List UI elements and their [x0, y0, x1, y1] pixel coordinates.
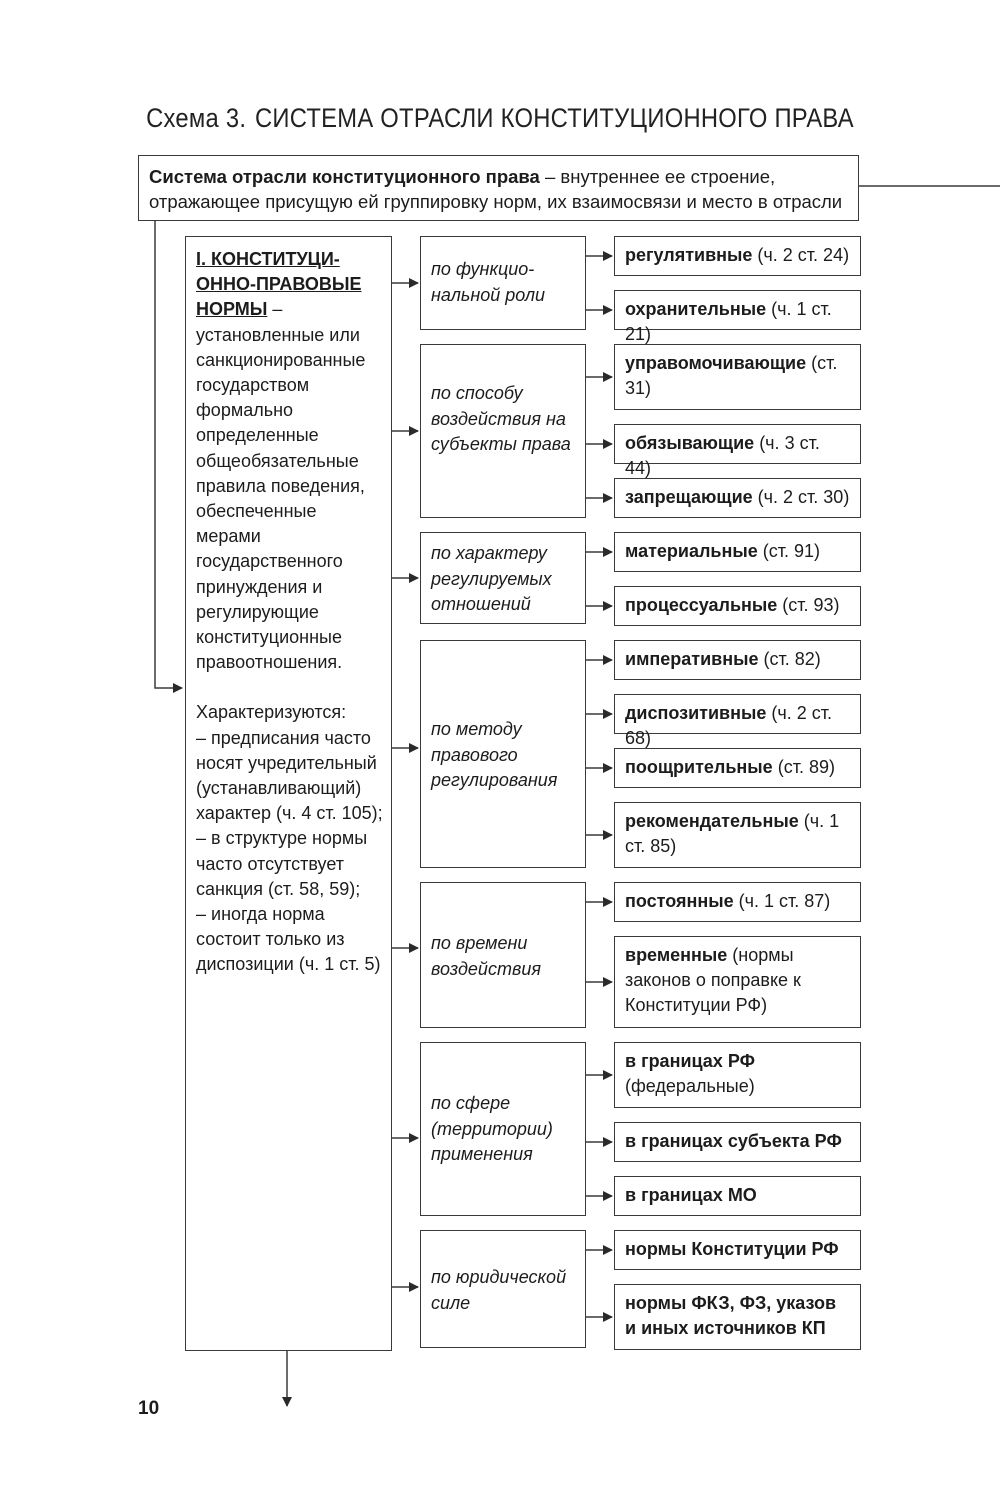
trait-item: – предписания часто носят учредительный (устанавливающий) характер (ч. 4 ст. 105); [196, 727, 383, 824]
leaf-laws-norms: нормы ФКЗ, ФЗ, указов и иных источников КП [614, 1284, 861, 1350]
category-regulation-method: по методу правового регулирования [420, 640, 586, 868]
category-time-effect: по времени воздействия [420, 882, 586, 1028]
scheme-number: Схема 3. [146, 103, 247, 133]
trait-item: – иногда норма состоит только из диспозиции (ч. 1 ст. 5) [196, 904, 381, 975]
definition-lead: Система отрасли конституционного права [149, 166, 540, 187]
leaf-material: материальные (ст. 91) [614, 532, 861, 572]
leaf-incentive: поощрительные (ст. 89) [614, 748, 861, 788]
category-functional-role: по функцио-нальной роли [420, 236, 586, 330]
leaf-recommendatory: рекомендательные (ч. 1 ст. 85) [614, 802, 861, 868]
leaf-municipal: в границах МО [614, 1176, 861, 1216]
leaf-protective: охранительные (ч. 1 ст. 21) [614, 290, 861, 330]
leaf-imperative: императивные (ст. 82) [614, 640, 861, 680]
scheme-title-text: СИСТЕМА ОТРАСЛИ КОНСТИТУЦИОННОГО ПРАВА [254, 103, 854, 133]
leaf-temporary: временные (нормы законов о поправке к Конституции РФ) [614, 936, 861, 1028]
category-impact-method: по способу воздействия на субъекты права [420, 344, 586, 518]
trait-item: – в структуре нормы часто отсутствует санкция (ст. 58, 59); [196, 828, 368, 899]
category-legal-force: по юридической силе [420, 1230, 586, 1348]
leaf-subject: в границах субъекта РФ [614, 1122, 861, 1162]
norms-definition: – установленные или санкционированные государством формально определенные общеобязательные правила поведения, обеспеченные мерами государственного принуждения и регулирующие конституционные правоотношения. [196, 299, 366, 673]
definition-to-main-arrow [155, 221, 182, 688]
leaf-regulative: регулятивные (ч. 2 ст. 24) [614, 236, 861, 276]
leaf-procedural: процессуальные (ст. 93) [614, 586, 861, 626]
category-territory: по сфере (территории) применения [420, 1042, 586, 1216]
norms-heading: I. КОНСТИТУЦИ-ОННО-ПРАВОВЫЕ НОРМЫ [196, 249, 362, 320]
leaf-empowering: управомочивающие (ст. 31) [614, 344, 861, 410]
leaf-prohibiting: запрещающие (ч. 2 ст. 30) [614, 478, 861, 518]
definition-text: – внутреннее ее строение, отражающее присущую ей группировку норм, их взаимосвязи и место в отрасли [149, 166, 843, 212]
leaf-permanent: постоянные (ч. 1 ст. 87) [614, 882, 861, 922]
leaf-federal: в границах РФ (федеральные) [614, 1042, 861, 1108]
page-number: 10 [138, 1398, 160, 1419]
category-relations-nature: по характеру регулируемых отношений [420, 532, 586, 624]
characterized-label: Характеризуются: [196, 702, 347, 723]
leaf-dispositive: диспозитивные (ч. 2 ст. 68) [614, 694, 861, 734]
leaf-obliging: обязывающие (ч. 3 ст. 44) [614, 424, 861, 464]
leaf-constitution-norms: нормы Конституции РФ [614, 1230, 861, 1270]
